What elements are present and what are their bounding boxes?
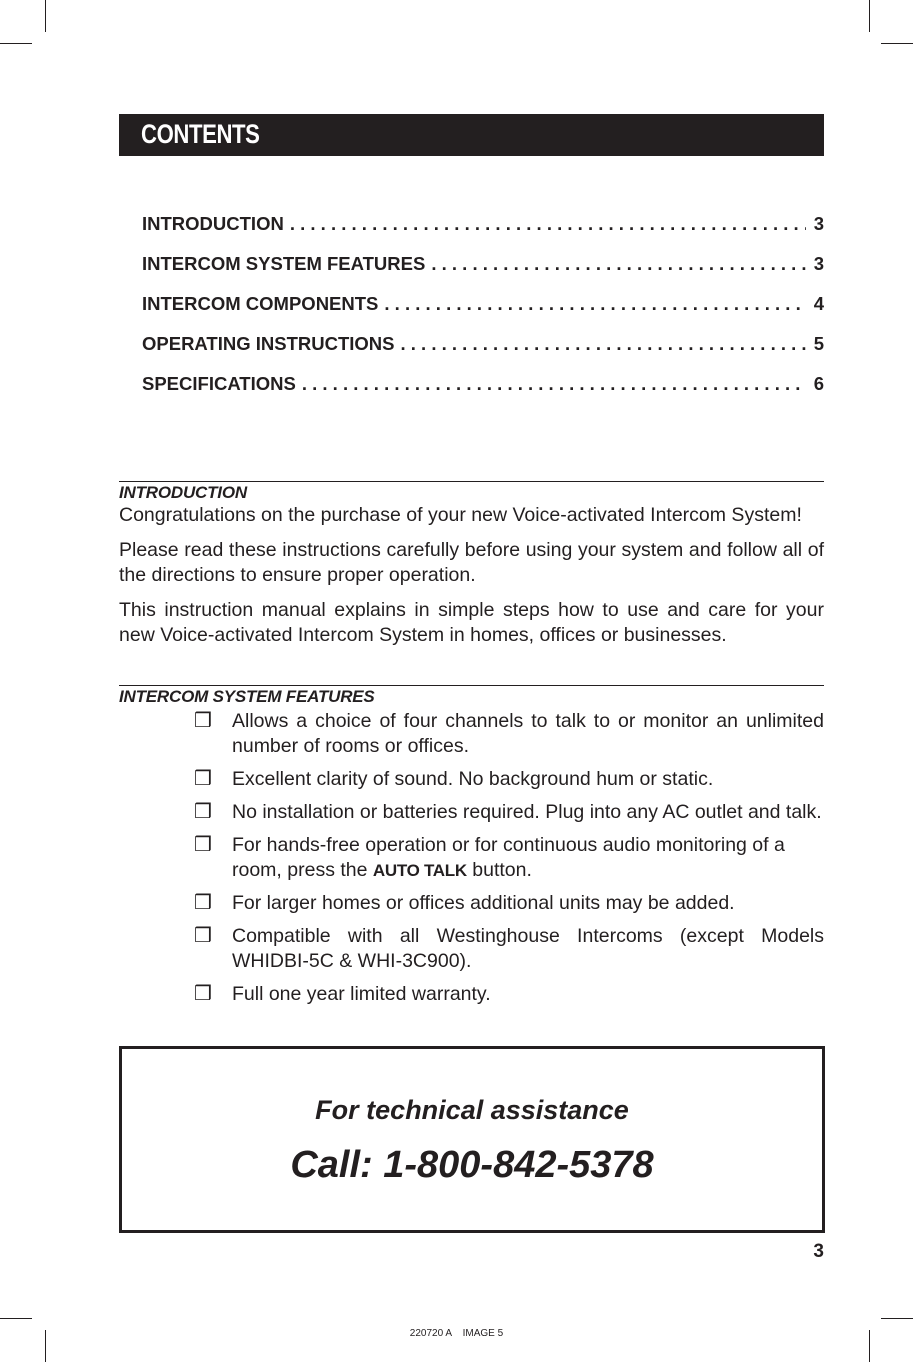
section-title: INTRODUCTION — [119, 483, 247, 502]
toc-page-number: 5 — [813, 333, 824, 354]
contents-header — [119, 114, 824, 156]
intro-paragraph: Congratulations on the purchase of your new Voice-activated Intercom System! — [119, 504, 802, 526]
toc-label: OPERATING INSTRUCTIONS — [142, 333, 395, 354]
list-item — [194, 833, 824, 883]
toc-leader-dots — [296, 373, 806, 395]
list-item — [194, 924, 824, 974]
section-divider — [119, 481, 824, 482]
feature-text: No installation or batteries required. Plug into any AC outlet and talk. — [232, 801, 822, 823]
section-title: INTERCOM SYSTEM FEATURES — [119, 687, 375, 706]
crop-mark — [0, 43, 32, 44]
toc-entry-specifications[interactable] — [142, 373, 824, 413]
toc-leader-dots — [425, 253, 805, 275]
toc-label: INTERCOM COMPONENTS — [142, 293, 379, 314]
assistance-phone[interactable]: Call: 1-800-842-5378 — [290, 1144, 654, 1186]
feature-text: Excellent clarity of sound. No background hum or static. — [232, 768, 714, 790]
toc-entry-introduction[interactable] — [142, 213, 824, 253]
intro-paragraph: This instruction manual explains in simple steps how to use and care for your new Voice-activated Intercom System in homes, offices or businesses. — [119, 599, 824, 646]
feature-text: Full one year limited warranty. — [232, 983, 491, 1005]
feature-text: For hands-free operation or for continuous audio monitoring of a room, press the — [232, 834, 785, 881]
feature-text-container — [232, 833, 824, 883]
toc-label: INTERCOM SYSTEM FEATURES — [142, 253, 426, 274]
list-item — [194, 891, 824, 916]
feature-text-suffix: button. — [472, 859, 532, 881]
checkbox-bullet-icon: ❒ — [194, 710, 212, 732]
features-section — [119, 685, 824, 707]
toc-entry-components[interactable] — [142, 293, 824, 333]
toc-entry-features[interactable] — [142, 253, 824, 293]
checkbox-bullet-icon: ❒ — [194, 983, 212, 1005]
list-item — [194, 767, 824, 792]
introduction-section — [119, 481, 824, 658]
checkbox-bullet-icon: ❒ — [194, 892, 212, 914]
crop-mark — [881, 43, 913, 44]
contents-title: CONTENTS — [141, 119, 260, 149]
feature-text: Compatible with all Westinghouse Intercoms (except Models WHIDBI-5C & WHI-3C900). — [232, 925, 824, 972]
toc-page-number: 6 — [813, 373, 824, 394]
print-footer: 220720 A IMAGE 5 — [409, 1328, 504, 1339]
crop-mark — [45, 0, 46, 32]
list-item — [194, 800, 824, 825]
toc-label: SPECIFICATIONS — [142, 373, 296, 394]
intro-paragraph: Please read these instructions carefully before using your system and follow all of the directions to ensure proper operation. — [119, 539, 824, 586]
toc-entry-operating[interactable] — [142, 333, 824, 373]
auto-talk-label: AUTO TALK — [372, 861, 467, 880]
toc-page-number: 4 — [813, 293, 824, 314]
toc-leader-dots — [378, 293, 805, 315]
checkbox-bullet-icon: ❒ — [194, 768, 212, 790]
table-of-contents — [142, 213, 824, 413]
toc-page-number: 3 — [813, 253, 824, 274]
crop-mark — [869, 0, 870, 32]
assistance-heading: For technical assistance — [315, 1095, 629, 1125]
features-list — [194, 709, 824, 1015]
toc-leader-dots — [284, 213, 806, 235]
list-item — [194, 709, 824, 759]
checkbox-bullet-icon: ❒ — [194, 925, 212, 947]
list-item — [194, 982, 824, 1007]
toc-label: INTRODUCTION — [142, 213, 284, 234]
toc-leader-dots — [395, 333, 806, 355]
crop-mark — [881, 1318, 913, 1319]
checkbox-bullet-icon: ❒ — [194, 801, 212, 823]
checkbox-bullet-icon: ❒ — [194, 834, 212, 856]
technical-assistance-box — [119, 1046, 825, 1233]
feature-text: For larger homes or offices additional units may be added. — [232, 892, 735, 914]
section-divider — [119, 685, 824, 686]
feature-text: Allows a choice of four channels to talk to or monitor an unlimited number of rooms or offices. — [232, 710, 824, 757]
page-number: 3 — [813, 1241, 824, 1262]
crop-mark — [0, 1318, 32, 1319]
toc-page-number: 3 — [813, 213, 824, 234]
